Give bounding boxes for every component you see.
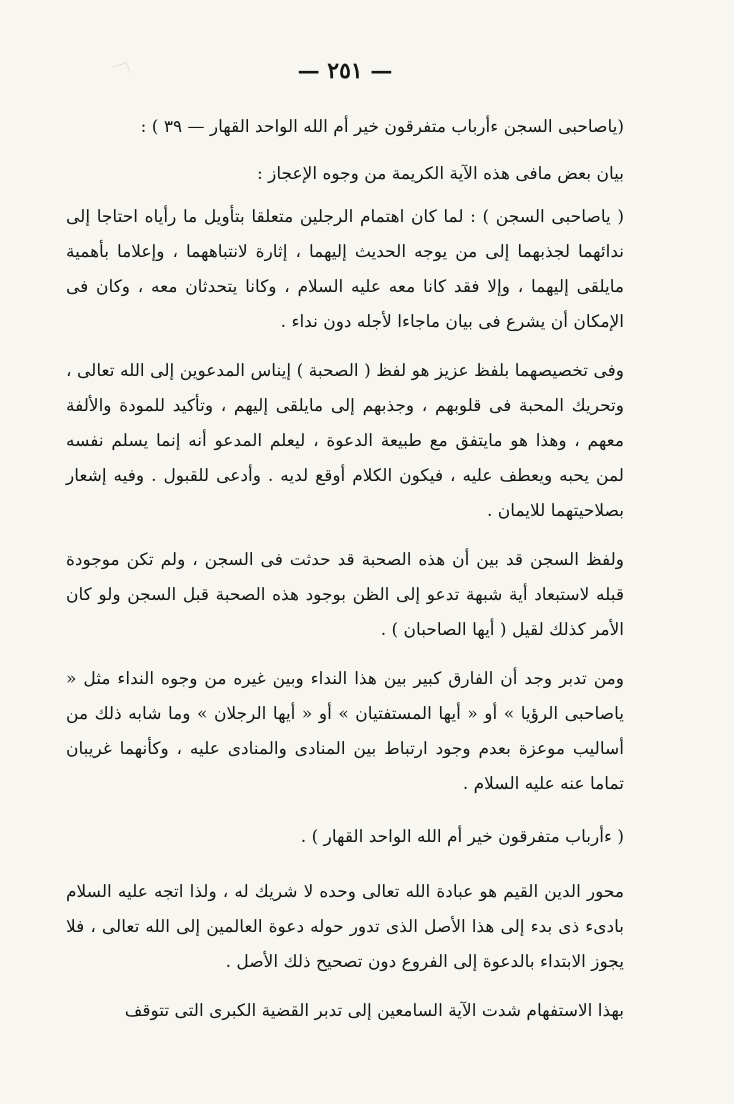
intro-line: بيان بعض مافى هذه الآية الكريمة من وجوه الإعجاز : [256,164,624,184]
page-number: — ٢٥١ — [297,58,393,84]
paragraph: ( ياصاحبى السجن ) : لما كان اهتمام الرجلين متعلقا بتأويل ما رأياه احتاجا إلى ندائهما لجذبهما إلى من يوجه الحديث إليهما ، إثارة لانتباههما ، وإعلاما بأهمية مايلقى إليهما ، وإلا فقد كانا معه عليه السلام ، وكانا يتحدثان معه ، وكان فى الإمكان أن يشرع فى بيان ماجاءا لأجله دون نداء . [66,207,624,332]
paragraph: محور الدين القيم هو عبادة الله تعالى وحده لا شريك له ، ولذا اتجه عليه السلام بادىء ذى بدء إلى هذا الأصل الذى تدور حوله دعوة العالمين إلى الله تعالى ، فلا يجوز الابتداء بالدعوة إلى الفروع دون تصحيح ذلك الأصل . [66,882,624,972]
paragraph-continued: بهذا الاستفهام شدت الآية السامعين إلى تدبر القضية الكبرى التى تتوقف [124,1001,624,1021]
paragraph: ولفظ السجن قد بين أن هذه الصحبة قد حدثت فى السجن ، ولم تكن موجودة قبله لاستبعاد أية شبهة تدعو إلى الظن بوجود هذه الصحبة قبل السجن ولو كان الأمر كذلك لقيل ( أيها الصاحبان ) . [66,550,624,640]
verse-heading: (ياصاحبى السجن ءأرباب متفرقون خير أم الله الواحد القهار — ٣٩ ) : [140,117,624,137]
paragraph: ومن تدبر وجد أن الفارق كبير بين هذا النداء وبين غيره من وجوه النداء مثل « ياصاحبى الرؤيا » أو « أيها المستفتيان » أو « أيها الرجلان » وما شابه ذلك من أساليب موعزة بعدم وجود ارتباط بين المنادى والمنادى عليه ، وكأنهما غريبان تماما عنه عليه السلام . [66,669,624,794]
paragraph: وفى تخصيصهما بلفظ عزيز هو لفظ ( الصحبة ) إيناس المدعوين إلى الله تعالى ، وتحريك المحبة فى قلوبهم ، وجذبهم إلى مايلقى إليهم ، وتأكيد للمودة والألفة معهم ، وهذا هو مايتفق مع طبيعة الدعوة ، ليعلم المدعو أنه إنما يسلم نفسه لمن يحبه ويعطف عليه ، فيكون الكلام أوقع لديه . وأدعى للقبول . وفيه إشعار بصلاحيتهما للايمان . [66,361,624,521]
verse-quote: ( ءأرباب متفرقون خير أم الله الواحد القهار ) . [300,827,624,847]
